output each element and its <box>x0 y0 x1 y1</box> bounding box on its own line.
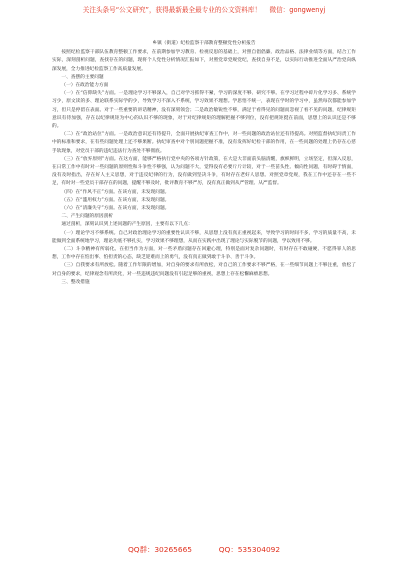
banner-separator <box>263 6 267 14</box>
section-heading: 一、查摆的主要问题 <box>61 74 104 80</box>
body-paragraph: （一）在“信仰缺失”方面。一是理论学习不够深入，自己对学习抓得不紧，学习的深度不够、研究不够。在学习过程中碎片化学习多、系统学习少，原文读的多、理论联系实际学的少，导致学习不深入不系统，学习效果不理想。学思悟不统一，表现在学时的学习中，虽然每次都能参加学习，但只是停留在表面。对于一些重要的讲话精神，没有深刻领会；二是政治敏锐性不够，满足于看得见的问题而忽视了看不见的问题，纪律规矩意识有待加强，存在以纪律规矩为中心的认识不够的现象，对于对纪律规矩的理解把握不够到位，没有把规矩挺在前面，思想上的认识还是不够的。 <box>52 91 356 130</box>
body-paragraph: （二）在“政治站位”方面。一是政治意识还有待提升，全面开展执纪审查工作中，对一些问题的政治站位还有待提高。对照监督执纪问责工作中的标准和要求，在有些问题处理上还不够果断。执纪审查中对个别问题把握不准，没有发挥好纪检干部的作用，在一些问题的处理上仍存在心慈手软现象，对党员干部的违纪违法行为查处不够彻底。 <box>52 132 356 154</box>
banner-wechat-text: 微信：gongwenyj <box>269 6 326 14</box>
document-title: 乡镇（街道）纪检监察干部教育整顿党性分析报告 <box>152 41 256 46</box>
document-paragraphs <box>52 49 356 287</box>
body-paragraph: 通过剖析，深刻认识到上述问题的产生原因，主要有以下几点： <box>61 222 193 228</box>
banner-promo-text: 关注头条号“公文研究”，获得最新最全最专业的公文资料库！ <box>82 6 262 14</box>
section-heading: 二、产生问题的原因剖析 <box>61 214 113 220</box>
body-paragraph: （六）在“清廉失守”方面。在该方面，未发现问题。 <box>61 206 170 212</box>
body-paragraph: 按照纪检监察干部队伍教育整顿工作要求，在前期参加学习教育、检视反思的基础上，对照自倡倡廉、政治品格、法律业绩等方面，结合工作实际，深刻剖析问题，查找存在的问题，现将个人党性分析情况汇报如下，对照党章党规党纪，查找自身不足，以实际行动推进全面从严治党向纵深发展，全力推进纪检监察工作高质量发展。 <box>52 50 356 72</box>
footer-contact <box>0 545 408 555</box>
body-paragraph: （五）在“滥用权力”方面。在该方面，未发现问题。 <box>61 197 170 203</box>
document-body <box>52 40 356 287</box>
body-paragraph: （三）在“放弃原则”方面。在这方面，能够严格执行党中央的各项方针政策，在大是大非面前头脑清醒，旗帜鲜明，立场坚定，但深入反思，在日常工作中有时对一些问题的原则性和斗争性不够强，认为问题不大，觉得没有必要斤斤计较，对于一些苗头性、倾向性问题，有时碍于情面，没有及时指出，存在好人主义思想，对于违反纪律的行为，没有做到坚决斗争，有时存在老好人思想。对照党章党规，我在工作中还存在一些不足，有时对一些党员干部存在的问题，提醒不够及时，批评教育不够严厉，没有真正做到从严管理、从严监督。 <box>52 156 356 187</box>
header-banner <box>0 6 408 15</box>
footer-qq-group: QQ群：30265665 <box>127 545 192 554</box>
section-heading: （一）在政治能力方面 <box>61 83 109 89</box>
body-paragraph: （一）理论学习不够系统。自己对政治理论学习的重要性认识不够，从思想上没有真正重视起来，导致学习的时间不多，学习的质量不高，未能做到全面系统地学习，理论功底不够扎实，学习效果不够理想，从而在实践中出现了理论与实际脱节的问题，学以致用不够。 <box>52 230 356 244</box>
body-paragraph: （四）在“作风不正”方面。在该方面，未发现问题。 <box>61 189 170 195</box>
section-heading: 三、整改措施 <box>61 279 90 285</box>
body-paragraph: （二）斗争精神有所弱化。在担当作为方面，对一些矛盾问题存在回避心理，特别是面对复杂问题时，有时存在不敢碰硬、不愿得罪人的思想，工作中存在怕出事、怕担责的心态，缺乏迎难而上的勇气，没有真正做到敢于斗争、善于斗争。 <box>52 247 356 261</box>
footer-qq: QQ：535304092 <box>218 545 281 554</box>
body-paragraph: （三）自我要求有所放松。随着工作年限的增加，对自身的要求有所放松，对自己的工作要求不够严格，在一些细节问题上不够注重，放松了对自身的要求，纪律观念有所淡化，对一些违规违纪问题没有引起足够的重视，思想上存在松懈麻痹思想。 <box>52 263 356 277</box>
